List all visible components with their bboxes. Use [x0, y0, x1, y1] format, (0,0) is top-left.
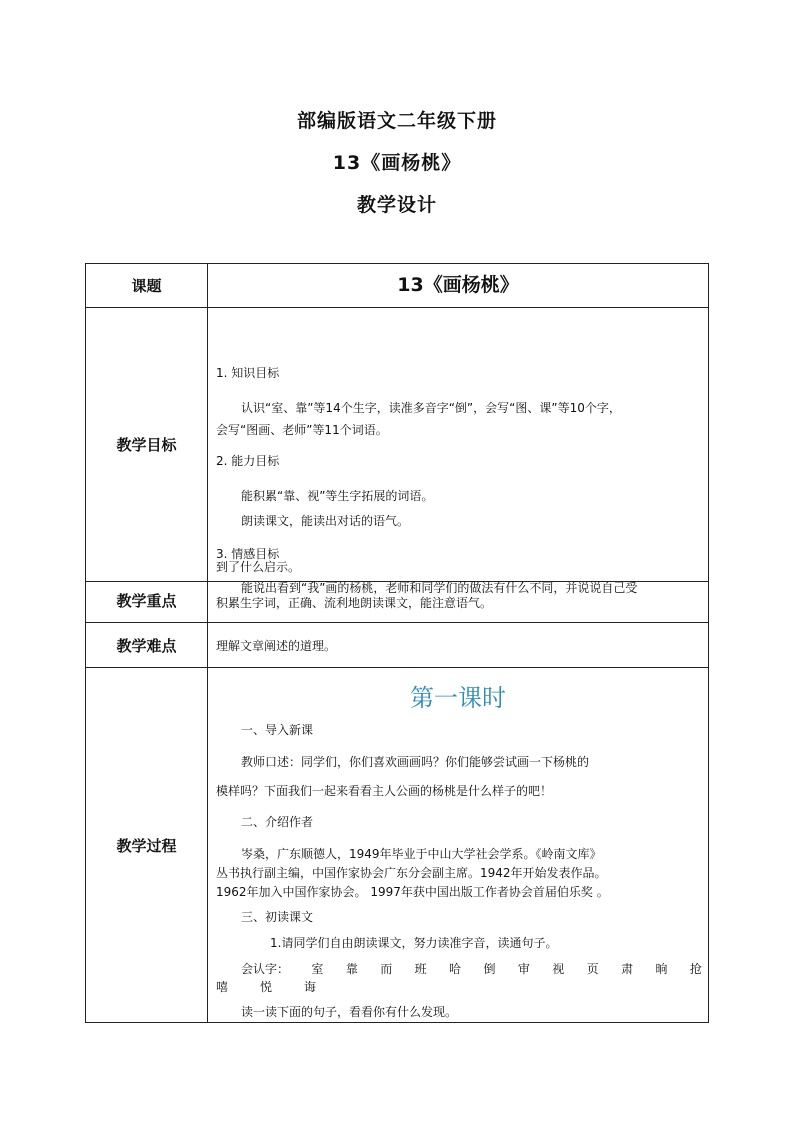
key-label: 教学重点 — [116, 592, 177, 610]
goal-knowledge-text: 会写“图画、老师”等11个词语。 — [216, 423, 388, 437]
difficulty-value: 理解文章阐述的道理。 — [216, 639, 337, 653]
character: 审 — [517, 962, 530, 976]
goal-emotion-heading: 3. 情感目标 — [216, 547, 280, 561]
goals-cell — [208, 308, 709, 595]
recognize-characters-row-2 — [216, 978, 316, 995]
character: 诲 — [303, 980, 316, 994]
character: 晌 — [655, 962, 668, 976]
character: 视 — [552, 962, 565, 976]
character: 肃 — [621, 962, 634, 976]
goal-ability-text: 能积累“靠、视”等生字拓展的词语。 — [241, 489, 434, 503]
topic-value: 13《画杨桃》 — [208, 264, 709, 308]
character: 班 — [414, 962, 427, 976]
document-type: 教学设计 — [356, 194, 437, 216]
goals-row — [86, 308, 709, 582]
key-value: 积累生字词，正确、流利地朗读课文，能注意语气。 — [216, 596, 493, 610]
character: 室 — [311, 962, 324, 976]
lesson-title: 第一课时 — [410, 684, 506, 712]
step-text: 1.请同学们自由朗读课文，努力读准字音，读通句子。 — [270, 936, 558, 950]
lower-table-frame — [85, 579, 709, 1023]
step-text: 读一读下面的句子，看看你有什么发现。 — [241, 1005, 458, 1019]
goal-emotion-text: 到了什么启示。 — [216, 560, 301, 574]
topic-label: 课题 — [86, 264, 208, 308]
step-heading: 二、介绍作者 — [241, 815, 314, 829]
goal-knowledge-heading: 1. 知识目标 — [216, 366, 280, 380]
character: 悦 — [259, 980, 272, 994]
character: 页 — [586, 962, 599, 976]
goal-ability-text: 朗读课文，能读出对话的语气。 — [241, 514, 410, 528]
step-text: 岑桑，广东顺德人，1949年毕业于中山大学社会学系。《岭南文库》 — [241, 847, 602, 861]
character: 抢 — [689, 962, 702, 976]
step-heading: 三、初读课文 — [241, 910, 314, 924]
lesson-plan-table — [85, 263, 709, 595]
difficulty-label: 教学难点 — [116, 636, 177, 655]
character: 哈 — [449, 962, 462, 976]
character: 靠 — [345, 962, 358, 976]
character: 倒 — [483, 962, 496, 976]
topic-row — [86, 264, 709, 308]
step-text: 教师口述：同学们，你们喜欢画画吗？你们能够尝试画一下杨桃的 — [241, 755, 590, 769]
document-title: 部编版语文二年级下册 — [296, 110, 497, 132]
goal-knowledge-text: 认识“室、靠”等14个生字，读准多音字“倒”，会写“图、课”等10个字， — [241, 401, 621, 415]
character: 而 — [380, 962, 393, 976]
process-cell — [208, 668, 708, 1023]
step-text: 丛书执行副主编，中国作家协会广东分会副主席。1942年开始发表作品。 — [216, 866, 607, 880]
character: 嘻 — [216, 980, 229, 994]
step-text: 1962年加入中国作家协会。 1997年获中国出版工作者协会首届伯乐奖 。 — [216, 885, 609, 899]
process-label: 教学过程 — [116, 837, 177, 855]
document-subtitle: 13《画杨桃》 — [332, 152, 462, 174]
step-heading: 一、导入新课 — [241, 723, 314, 737]
characters-label: 会认字： — [241, 962, 290, 976]
goal-ability-heading: 2. 能力目标 — [216, 454, 280, 468]
recognize-characters-row — [241, 960, 702, 977]
goal-emotion-text: 能说出看到“我”画的杨桃，老师和同学们的做法有什么不同，并说说自己受 — [241, 581, 638, 595]
step-text: 模样吗？下面我们一起来看看主人公画的杨桃是什么样子的吧！ — [216, 784, 553, 798]
goals-label: 教学目标 — [86, 308, 208, 582]
